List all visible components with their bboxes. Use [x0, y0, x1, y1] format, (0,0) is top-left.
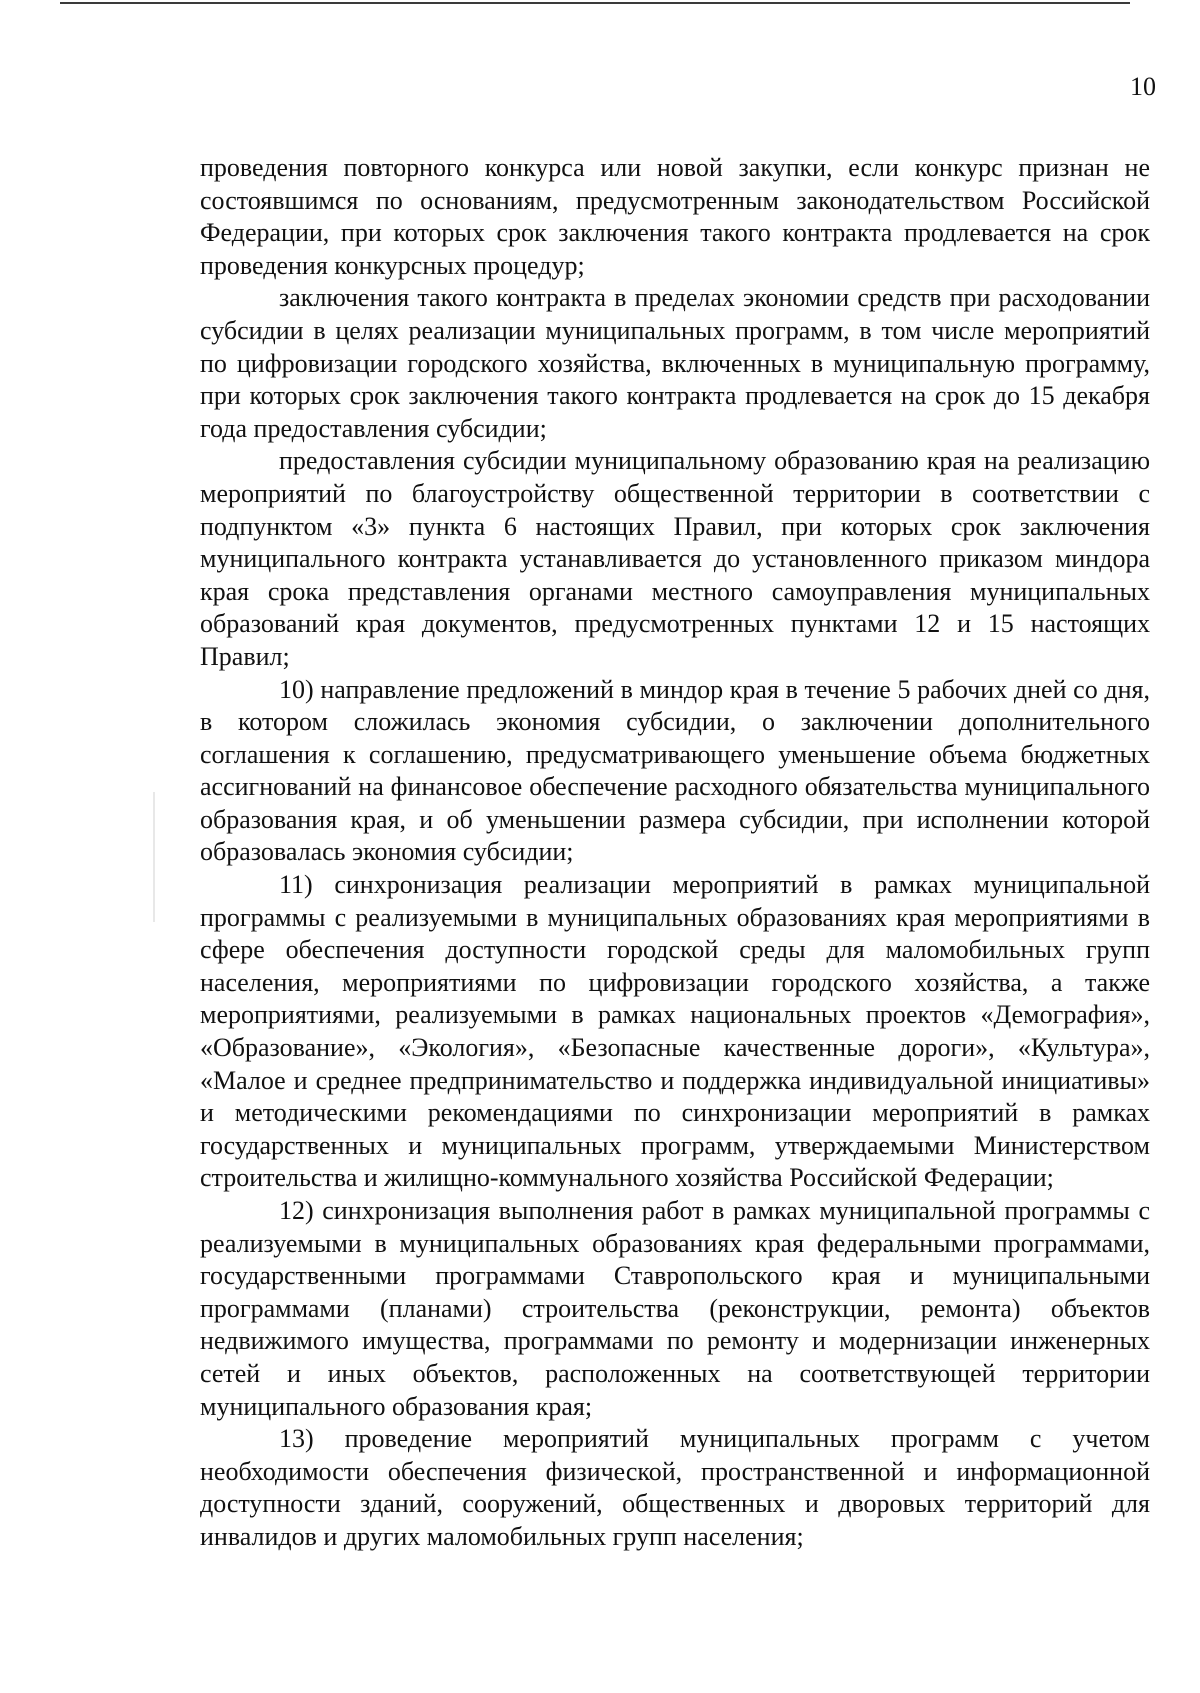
paragraph: заключения такого контракта в пределах экономии средств при расходовании субсидии в целях реализации муниципальных программ, в том числе мероприятий по цифровизации городского хозяйства, включенных в муниципальную программу, при которых срок заключения такого контракта продлевается на срок до 15 декабря года предоставления субсидии;: [200, 283, 1150, 443]
paragraph: предоставления субсидии муниципальному образованию края на реализацию мероприятий по благоустройству общественной территории в соответствии с подпунктом «3» пункта 6 настоящих Правил, при которых срок заключения муниципального контракта устанавливается до установленного приказом миндора края срока представления органами местного самоуправления муниципальных образований края документов, предусмотренных пунктами 12 и 15 настоящих Правил;: [200, 446, 1150, 671]
paragraph-item-13: 13) проведение мероприятий муниципальных программ с учетом необходимости обеспечения физической, пространственной и информационной доступности зданий, сооружений, общественных и дворовых территорий для инвалидов и других маломобильных групп населения;: [200, 1424, 1150, 1551]
scan-margin-mark: [153, 792, 155, 922]
top-edge-rule: [60, 2, 1130, 4]
paragraph-continued: проведения повторного конкурса или новой закупки, если конкурс признан не состоявшимся по основаниям, предусмотренным законодательством Российской Федерации, при которых срок заключения такого контракта продлевается на срок проведения конкурсных процедур;: [200, 153, 1150, 280]
paragraph-item-10: 10) направление предложений в миндор края в течение 5 рабочих дней со дня, в котором сложилась экономия субсидии, о заключении дополнительного соглашения к соглашению, предусматривающего уменьшение объема бюджетных ассигнований на финансовое обеспечение расходного обязательства муниципального образования края, и об уменьшении размера субсидии, при исполнении которой образовалась экономия субсидии;: [200, 674, 1150, 867]
page-number: 10: [1130, 72, 1156, 101]
document-body: [200, 152, 1150, 1554]
paragraph-item-12: 12) синхронизация выполнения работ в рамках муниципальной программы с реализуемыми в муниципальных образованиях края федеральными программами, государственными программами Ставропольского края и муниципальными программами (планами) строительства (реконструкции, ремонта) объектов недвижимого имущества, программами по ремонту и модернизации инженерных сетей и иных объектов, расположенных на соответствующей территории муниципального образования края;: [200, 1196, 1150, 1421]
paragraph-item-11: 11) синхронизация реализации мероприятий в рамках муниципальной программы с реализуемыми в муниципальных образованиях края мероприятиями в сфере обеспечения доступности городской среды для маломобильных групп населения, мероприятиями по цифровизации городского хозяйства, а также мероприятиями, реализуемыми в рамках национальных проектов «Демография», «Образование», «Экология», «Безопасные качественные дороги», «Культура», «Малое и среднее предпринимательство и поддержка индивидуальной инициативы» и методическими рекомендациями по синхронизации мероприятий в рамках государственных и муниципальных программ, утверждаемыми Министерством строительства и жилищно-коммунального хозяйства Российской Федерации;: [200, 870, 1150, 1193]
